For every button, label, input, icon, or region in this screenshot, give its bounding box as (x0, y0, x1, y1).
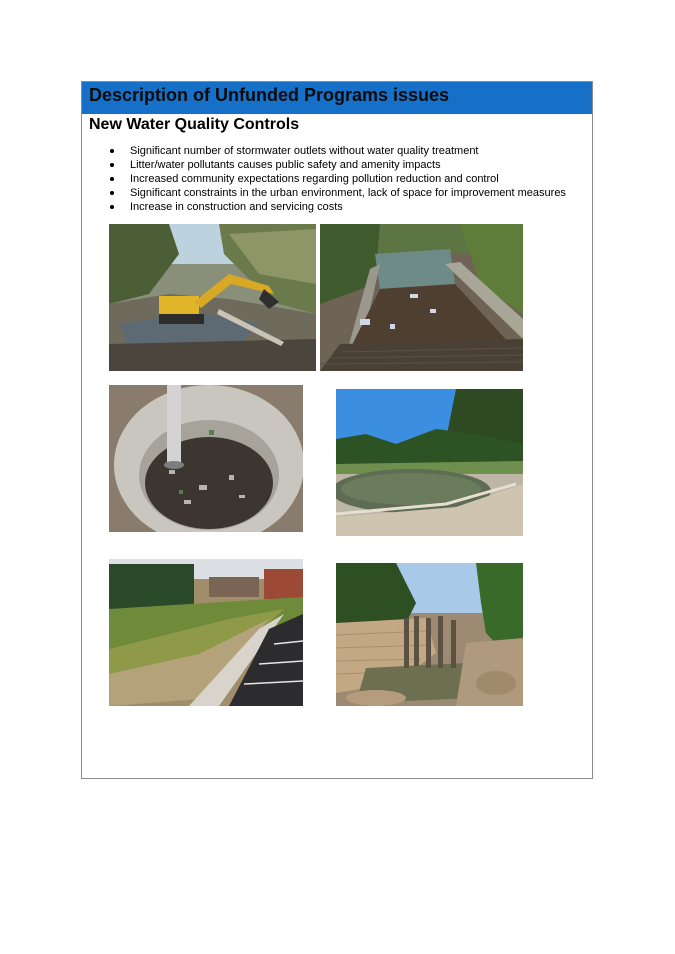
title-banner (82, 82, 592, 114)
photo-pollutant-pit (109, 385, 303, 532)
bullet-item: Increase in construction and servicing costs (110, 200, 566, 214)
bullet-item: Significant constraints in the urban environment, lack of space for improvement measures (110, 186, 566, 200)
photo-excavator-creek (109, 224, 316, 371)
section-heading: New Water Quality Controls (89, 116, 300, 133)
bullet-item: Litter/water pollutants causes public safety and amenity impacts (110, 158, 566, 172)
photo-pond (336, 389, 523, 536)
banner-title: Description of Unfunded Programs issues (89, 85, 450, 105)
bullet-item: Increased community expectations regarding pollution reduction and control (110, 172, 566, 186)
photo-bioretention-garden (109, 559, 303, 706)
bullet-list (110, 144, 566, 214)
photo-sandstone-outlet (336, 563, 523, 706)
bullet-item: Significant number of stormwater outlets without water quality treatment (110, 144, 566, 158)
photo-litter-channel (320, 224, 523, 371)
